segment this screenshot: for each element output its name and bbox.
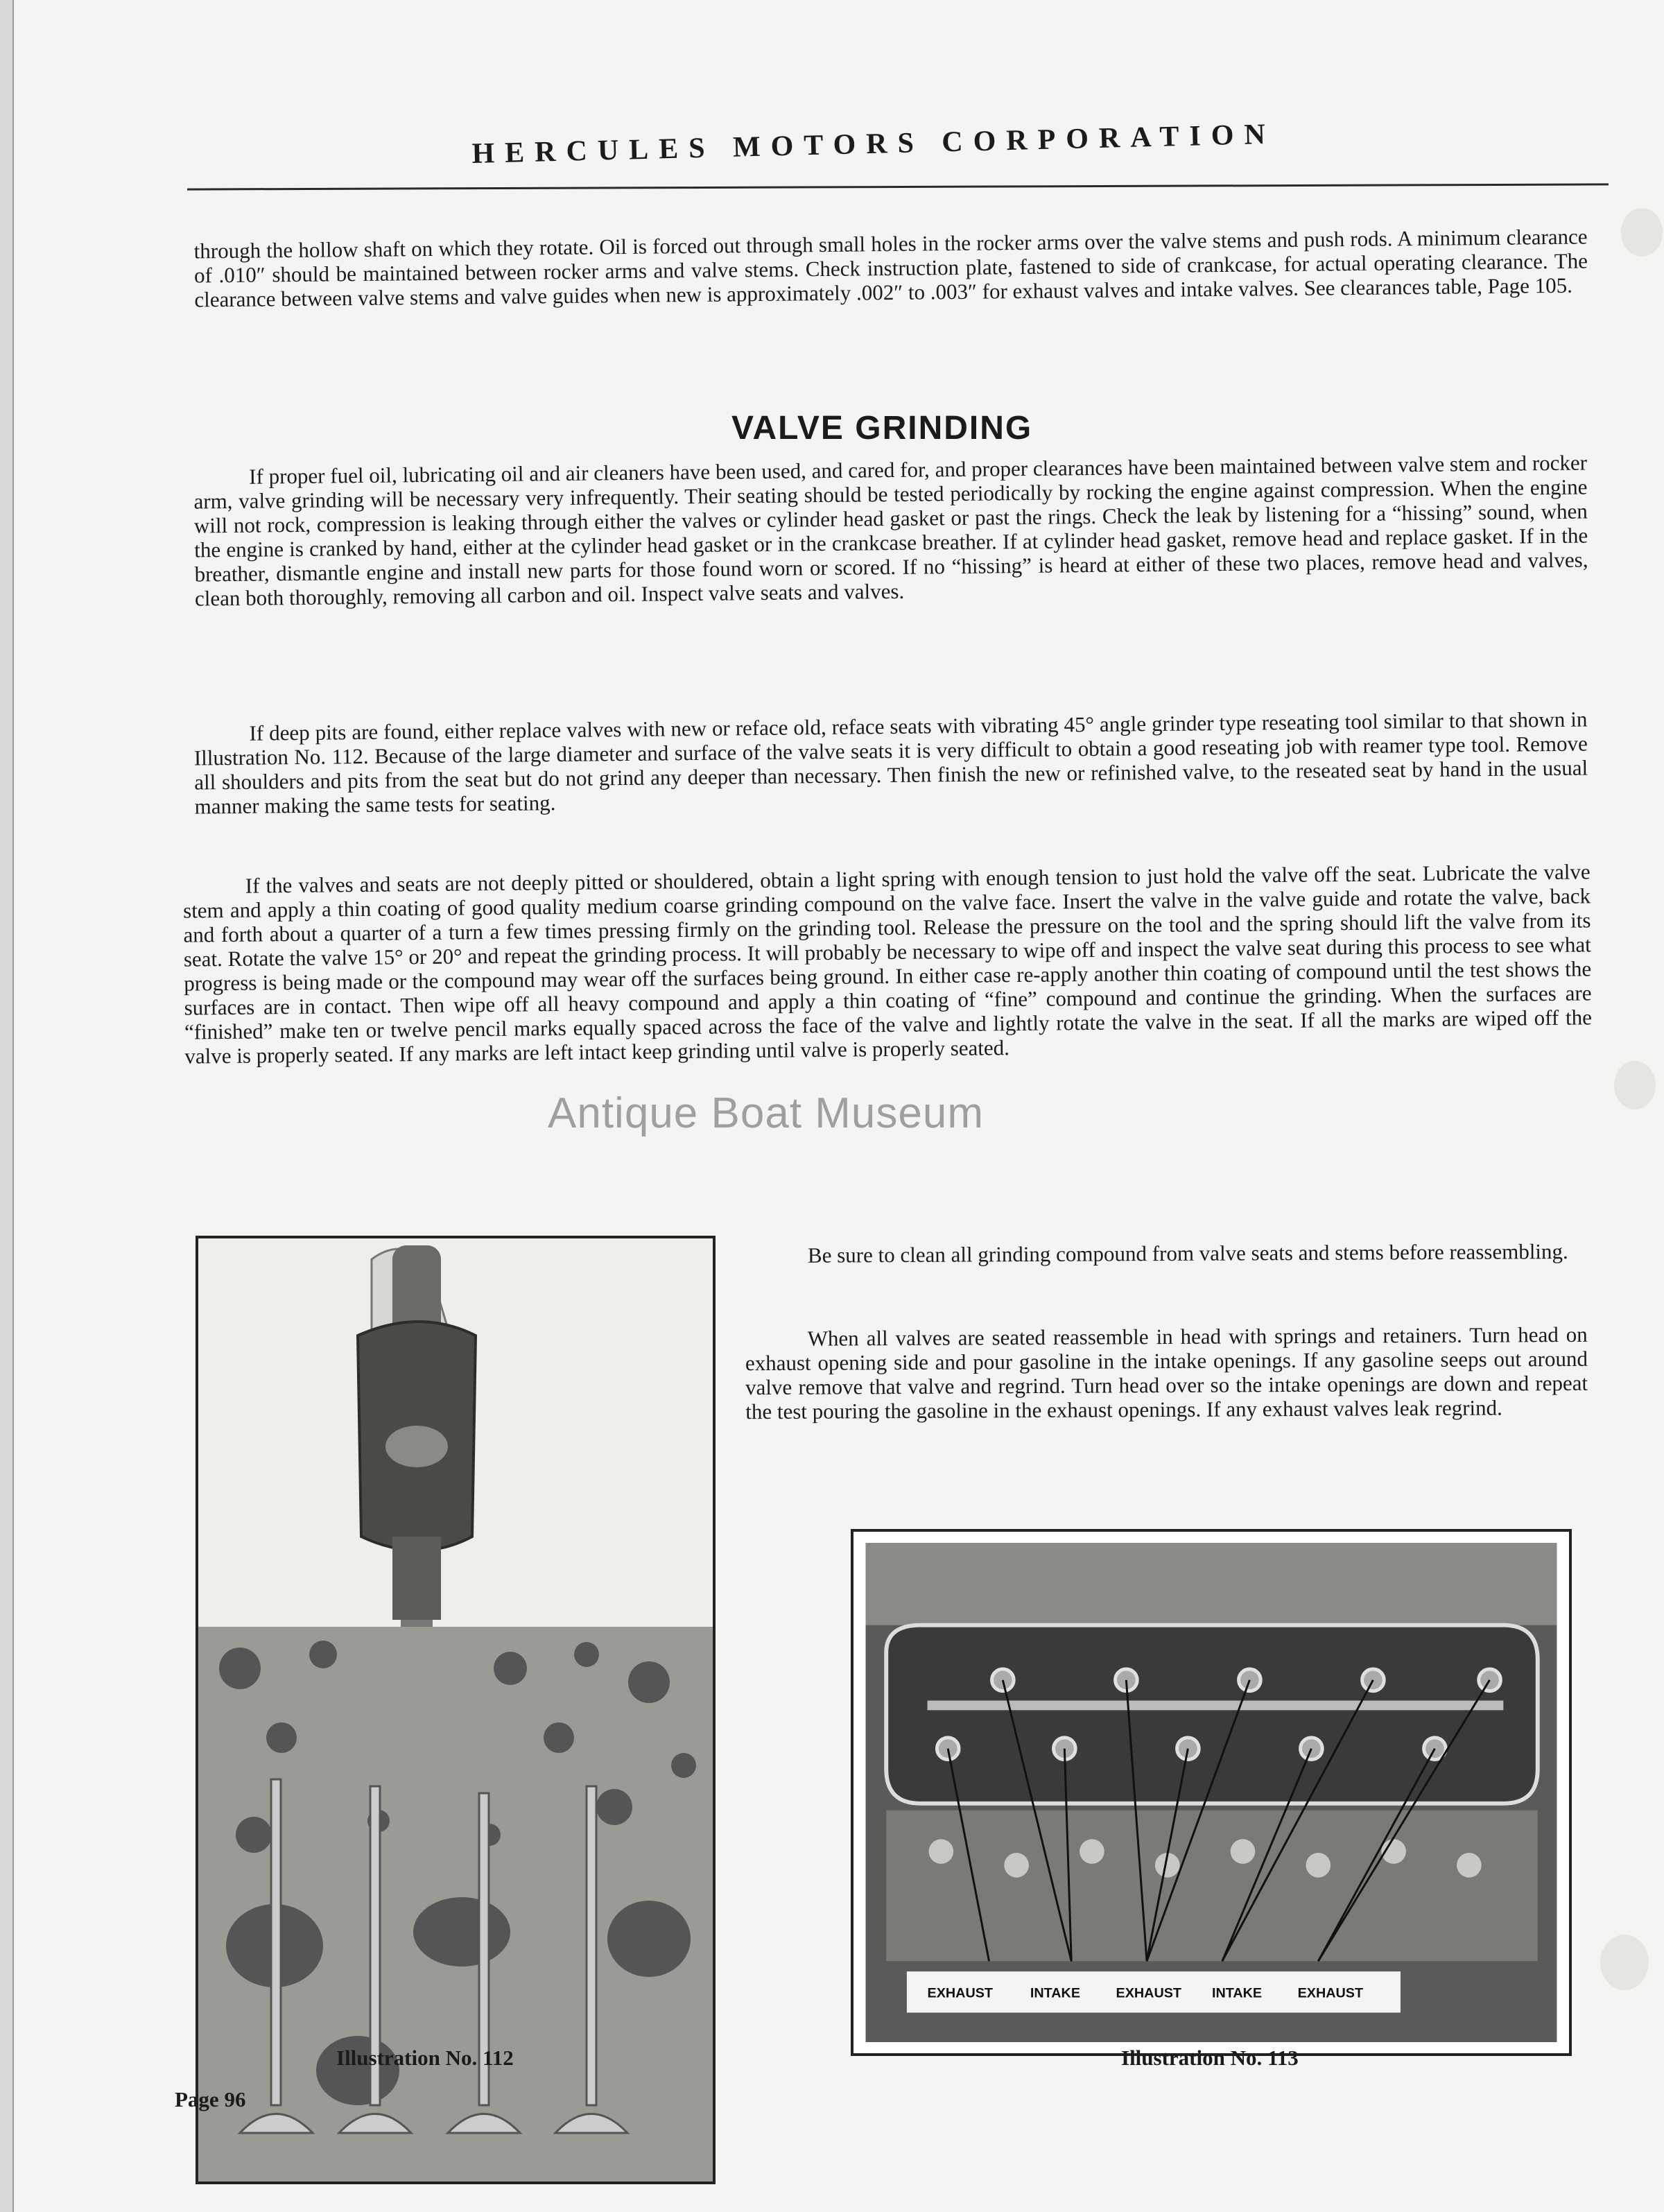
intro-paragraph: through the hollow shaft on which they rotate. Oil is forced out through small holes in the rocker arms over the valve stems and push rods. A minimum clearance of .010″ should be maintained between rocker arms and valve stems. Check instruction plate, fastened to side of crankcase, for actual operating clearance. The clearance between valve stems and valve guides when new is approximately .002″ to .003″ for exhaust valves and intake valves. See clearances table, Page 105. [193,224,1588,312]
engine-valves-image [865,1543,1558,2042]
label-intake-1: INTAKE [1030,1985,1081,2001]
label-exhaust-1: EXHAUST [927,1985,994,2001]
paragraph-5: When all valves are seated reassemble in head with springs and retainers. Turn head on exhaust opening side and pour gasoline in the intake openings. If any gasoline seeps out around valve remove that valve and regrind. Turn head over so the intake openings are down and repeat the test pouring the gasoline in the exhaust openings. If any exhaust valves leak regrind. [745,1322,1588,1424]
page-number: Page 96 [175,2087,246,2111]
grinding-tool-image [198,1238,713,2181]
label-exhaust-3: EXHAUST [1297,1985,1364,2001]
illustration-112-photo [196,1236,716,2184]
punch-hole [1614,1061,1656,1109]
manual-page [12,0,1664,2212]
punch-hole [1600,1935,1649,1990]
label-exhaust-2: EXHAUST [1116,1985,1181,2001]
section-heading: VALVE GRINDING [731,410,1033,447]
watermark: Antique Boat Museum [548,1089,985,1137]
caption-illustration-112: Illustration No. 112 [336,2046,514,2070]
illustration-113-photo [851,1529,1572,2056]
paragraph-3: If the valves and seats are not deeply pitted or shouldered, obtain a light spring with enough tension to just hold the valve off the seat. Lubricate the valve stem and apply a thin coating of good quality medium coarse grinding compound on the valve face. Insert the valve in the valve guide and rotate the valve, back and forth about a quarter of a turn a few times pressing firmly on the grinding tool. Release the pressure on the tool and the spring should lift the valve from its seat. Rotate the valve 15° or 20° and repeat the grinding process. It will probably be necessary to wipe off and inspect the valve seat during this process to see what progress is being made or the compound may wear off the surfaces being ground. In either case re-apply another thin coating of compound until the test shows the surfaces are in contact. Then wipe off all heavy compound and apply a thin coating of “fine” compound and continue the grinding. When the surfaces are “finished” make ten or twelve pencil marks equally spaced across the face of the valve and lightly rotate the valve in the seat. If all the marks are wiped off the valve is properly seated. If any marks are left intact keep grinding until valve is properly seated. [182,859,1593,1069]
running-head: HERCULES MOTORS CORPORATION [471,118,1276,170]
paragraph-2: If deep pits are found, either replace valves with new or reface old, reface seats with vibrating 45° angle grinder type reseating tool similar to that shown in Illustration No. 112. Because of the large diameter and surface of the valve seats it is very difficult to obtain a good reseating job with reamer type tool. Remove all shoulders and pits from the seat but do not grind any deeper than necessary. Then finish the new or refinished valve, to the reseated seat by hand in the usual manner making the same tests for seating. [193,707,1588,819]
paragraph-4: Be sure to clean all grinding compound from valve seats and stems before reassembling. [807,1238,1568,1268]
paragraph-1: If proper fuel oil, lubricating oil and air cleaners have been used, and cared for, and proper clearances have been maintained between valve stem and rocker arm, valve grinding will be necessary very infrequently. Their seating should be tested periodically by rocking the engine against compression. When the engine will not rock, compression is leaking through either the valves or cylinder head gasket or past the rings. Check the leak by listening for a “hissing” sound, when the engine is cranked by hand, either at the cylinder head gasket or in the crankcase breather. If at cylinder head gasket, remove head and replace gasket. If in the breather, dismantle engine and install new parts for those found worn or scored. If no “hissing” is heard at either of these two places, remove head and valves, clean both thoroughly, removing all carbon and oil. Inspect valve seats and valves. [193,450,1588,611]
punch-hole [1621,208,1663,257]
caption-illustration-113: Illustration No. 113 [1121,2046,1299,2070]
header-rule [187,183,1609,190]
label-intake-2: INTAKE [1211,1985,1263,2001]
